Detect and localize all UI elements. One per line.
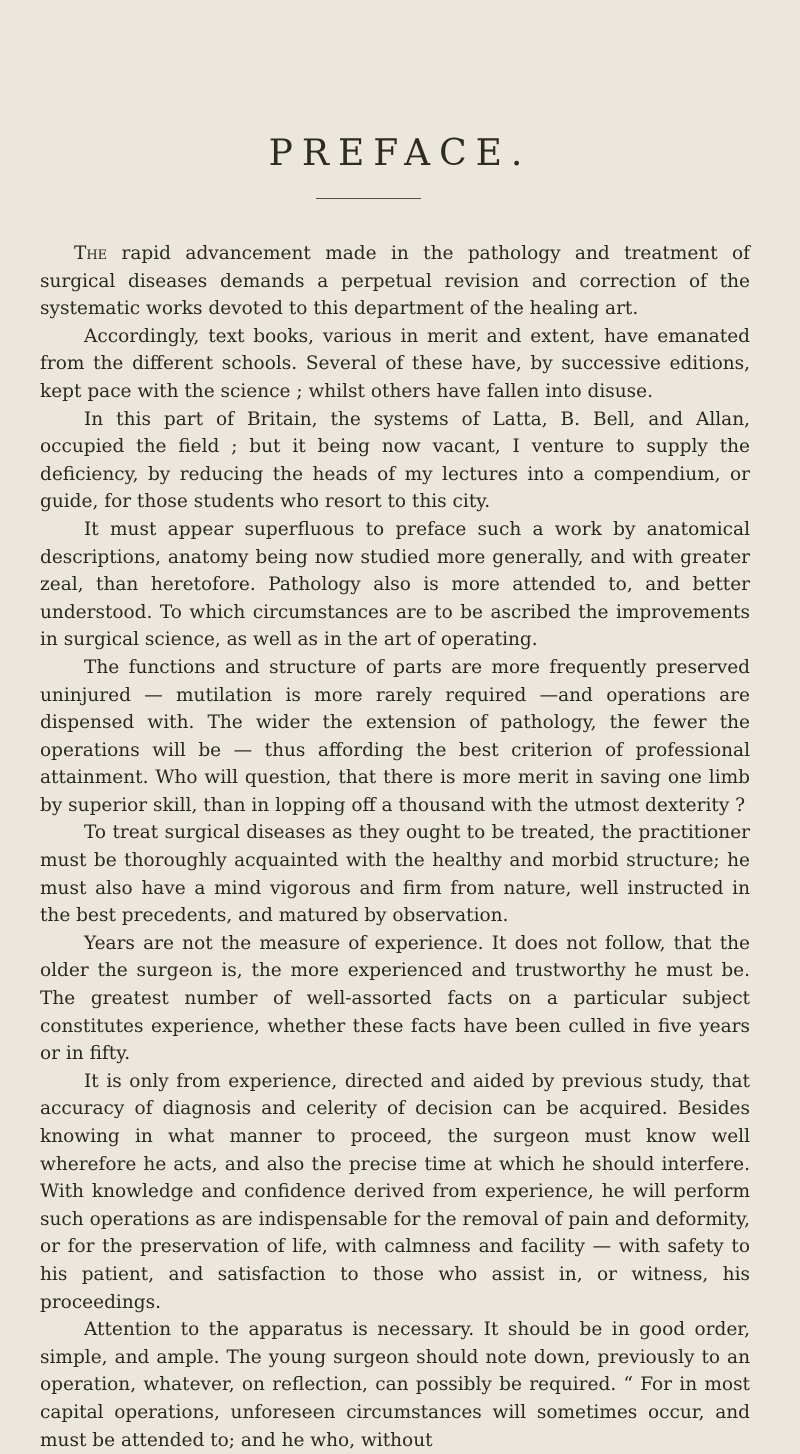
title-rule	[316, 198, 421, 199]
paragraph-9: Attention to the apparatus is necessary. It should be in good order, simple, and ample. The young surgeon should note down, previously to an operation, whatever, on reflection, can possibly be required. “ For in most capital operations, unforeseen circumstances will sometimes occur, and must be attended to; and he who, without	[40, 1319, 750, 1451]
paragraph-2: Accordingly, text books, various in merit and extent, have emanated from the different schools. Several of these have, by successive editions, kept pace with the science ; whilst others have fallen into disuse.	[40, 325, 750, 402]
preface-body	[40, 240, 750, 1454]
paragraph-5: The functions and structure of parts are more frequently preserved uninjured — mutilation is more rarely required —and operations are dispensed with. The wider the extension of pathology, the fewer the operations will be — thus affording the best criterion of professional attainment. Who will question, that there is more merit in saving one limb by superior skill, than in lopping off a thousand with the utmost dexterity ?	[40, 656, 750, 816]
paragraph-6: To treat surgical diseases as they ought to be treated, the practitioner must be thoroughly acquainted with the healthy and morbid structure; he must also have a mind vigorous and firm from nature, well instructed in the best precedents, and matured by observation.	[40, 822, 750, 927]
paragraph-7: Years are not the measure of experience. It does not follow, that the older the surgeon is, the more experienced and trustworthy he must be. The greatest number of well-assorted facts on a particular subject constitutes experience, whether these facts have been culled in five years or in fifty.	[40, 932, 750, 1065]
paragraph-1-lead: The	[74, 243, 108, 264]
paragraph-1	[40, 240, 750, 323]
paragraph-4: It must appear superfluous to preface such a work by anatomical descriptions, anatomy being now studied more generally, and with greater zeal, than heretofore. Pathology also is more attended to, and better understood. To which circumstances are to be ascribed the improvements in surgical science, as well as in the art of operating.	[40, 518, 750, 651]
paragraph-3: In this part of Britain, the systems of Latta, B. Bell, and Allan, occupied the field ; but it being now vacant, I venture to supply the deficiency, by reducing the heads of my lectures into a compendium, or guide, for those students who resort to this city.	[40, 408, 750, 513]
page-title: PREFACE.	[268, 133, 532, 174]
paragraph-8: It is only from experience, directed and aided by previous study, that accuracy of diagnosis and celerity of decision can be acquired. Besides knowing in what manner to proceed, the surgeon must know well wherefore he acts, and also the precise time at which he should interfere. With knowledge and confidence derived from experience, he will perform such operations as are indispensable for the removal of pain and deformity, or for the preservation of life, with calmness and facility — with safety to his patient, and satisfaction to those who assist in, or witness, his proceedings.	[40, 1070, 750, 1313]
paragraph-1-text: rapid advancement made in the pathology and treatment of surgical diseases demands a perpetual revision and correction of the systematic works devoted to this department of the healing art.	[40, 243, 750, 320]
